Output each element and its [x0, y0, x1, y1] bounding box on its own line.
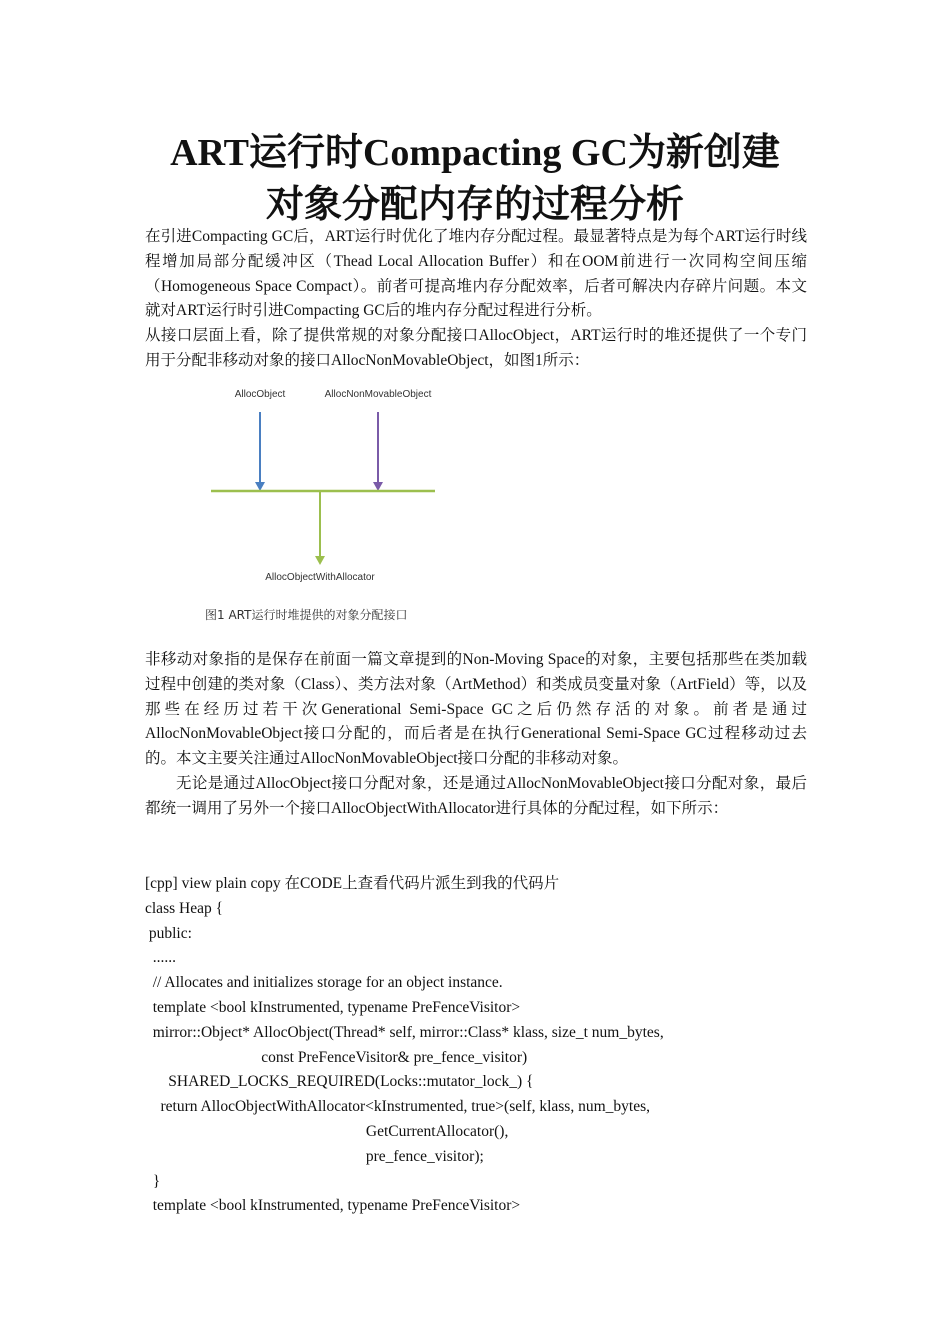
paragraph-nonmovable: 非移动对象指的是保存在前面一篇文章提到的Non-Moving Space的对象，主要包括那些在类加载过程中创建的类对象（Class）、类方法对象（ArtMethod）和类成员变量对象（ArtField）等，以及那些在经历过若干次Generational Semi-Space GC之后仍然存活的对象。前者是通过AllocNonMovableObject接口分配的，而后者是在执行Generational Semi-Space GC过程移动过去的。本文主要关注通过AllocNonMovableObject接口分配的非移动对象。 [145, 651, 807, 768]
paragraph-allocator: 无论是通过AllocObject接口分配对象，还是通过AllocNonMovableObject接口分配对象，最后都统一调用了另外一个接口AllocObjectWithAllocator进行具体的分配过程，如下所示： [145, 774, 807, 817]
code-block [145, 872, 807, 1219]
figure-label-with-allocator: AllocObjectWithAllocator [265, 572, 375, 583]
code-line: public: [145, 924, 192, 942]
arrow-head-alloc-object [255, 482, 265, 491]
code-line: const PreFenceVisitor& pre_fence_visitor) [145, 1048, 528, 1066]
code-line: SHARED_LOCKS_REQUIRED(Locks::mutator_lock_) { [145, 1073, 534, 1091]
intro-section [145, 225, 807, 374]
code-line: template <bool kInstrumented, typename PreFenceVisitor> [145, 998, 521, 1016]
code-line: class Heap { [145, 899, 224, 917]
code-line: GetCurrentAllocator(), [145, 1122, 509, 1140]
figure-allocation-interfaces [195, 378, 475, 638]
code-line: } [145, 1172, 161, 1190]
code-line: ...... [145, 949, 176, 967]
page-title-line-2: 对象分配内存的过程分析 [265, 184, 684, 226]
page-title-line-1: ART运行时Compacting GC为新创建 [170, 132, 780, 174]
figure-label-alloc-object: AllocObject [234, 389, 286, 400]
arrow-head-with-allocator [315, 556, 325, 565]
code-line: return AllocObjectWithAllocator<kInstrumented, true>(self, klass, num_bytes, [145, 1098, 650, 1116]
code-line: // Allocates and initializes storage for an object instance. [145, 974, 503, 992]
code-header: [cpp] view plain copy 在CODE上查看代码片派生到我的代码片 [145, 875, 560, 892]
paragraph-intro: 在引进Compacting GC后，ART运行时优化了堆内存分配过程。最显著特点是为每个ART运行时线程增加局部分配缓冲区（Thead Local Allocation Buffer）和在OOM前进行一次同构空间压缩（Homogeneous Space Compact）。前者可提高堆内存分配效率，后者可解决内存碎片问题。本文就对ART运行时引进Compacting GC后的堆内存分配过程进行分析。 [145, 228, 807, 320]
nonmovable-section [145, 648, 807, 822]
paragraph-interfaces: 从接口层面上看，除了提供常规的对象分配接口AllocObject，ART运行时的堆还提供了一个专门用于分配非移动对象的接口AllocNonMovableObject，如图1所示： [145, 327, 807, 369]
figure-label-alloc-nonmovable: AllocNonMovableObject [324, 389, 432, 400]
figure-caption: 图1 ART运行时堆提供的对象分配接口 [205, 608, 408, 622]
code-line: mirror::Object* AllocObject(Thread* self, mirror::Class* klass, size_t num_bytes, [145, 1023, 664, 1041]
arrow-head-alloc-nonmovable [373, 482, 383, 491]
code-line: template <bool kInstrumented, typename PreFenceVisitor> [145, 1197, 521, 1215]
code-line: pre_fence_visitor); [145, 1147, 484, 1165]
